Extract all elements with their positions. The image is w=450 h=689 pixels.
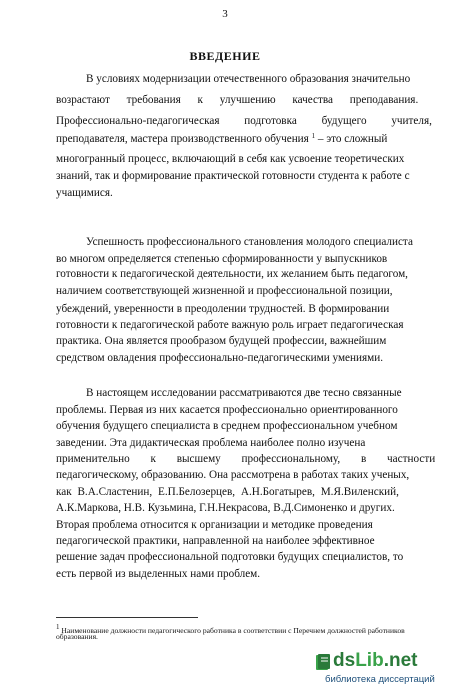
page-heading: ВВЕДЕНИЕ xyxy=(189,49,261,63)
footnote-divider xyxy=(56,617,198,618)
text-line: решение задач профессиональной подготовки будущих специалистов, то xyxy=(56,551,404,563)
text-line: готовности к педагогической деятельности, их желанием быть педагогом, xyxy=(56,268,408,280)
text-line: педагогической практики, направленной на наиболее эффективное xyxy=(56,535,375,547)
logo-part: .net xyxy=(383,650,418,671)
watermark-logo xyxy=(333,650,417,672)
footnote-number: 1 xyxy=(56,623,60,631)
watermark-subtitle: библиотека диссертаций xyxy=(325,674,435,685)
logo-part: Lib xyxy=(355,650,384,671)
logo-part: ds xyxy=(333,650,356,671)
page-number: 3 xyxy=(222,8,228,20)
text-line: В условиях модернизации отечественного образования значительно xyxy=(86,73,411,85)
footnote-line xyxy=(56,622,405,636)
text-line: Успешность профессионального становления молодого специалиста xyxy=(86,236,413,248)
text-line: проблемы. Первая из них касается профессионально ориентированного xyxy=(56,404,398,416)
text-line: заведении. Эта дидактическая проблема наиболее полно изучена xyxy=(56,437,366,449)
footnote-line xyxy=(56,632,98,642)
text-line: педагогическому, образованию. Она рассмотрена в работах таких ученых, xyxy=(56,469,410,481)
text-line: многогранный процесс, включающий в себя как усвоение теоретических xyxy=(56,153,405,165)
text-line: применительно к высшему профессиональному, в частности xyxy=(56,453,436,465)
text-line: практика. Она является прообразом будущей профессии, важнейшим xyxy=(56,335,387,347)
text-line: убеждений, уверенности в преодолении трудностей. В формировании xyxy=(56,303,390,315)
text-line: наличием соответствующей жизненной и профессиональной позиции, xyxy=(56,285,393,297)
book-icon xyxy=(315,653,331,671)
text-line: Вторая проблема относится к организации и методике проведения xyxy=(56,519,373,531)
text-line: возрастают требования к улучшению качества преподавания. xyxy=(56,94,419,106)
text-line: обучения будущего специалиста в среднем профессиональном учебном xyxy=(56,420,398,432)
text-line: есть первой из выделенных нами проблем. xyxy=(56,568,261,580)
watermark[interactable] xyxy=(315,650,450,689)
footnote-text: образования. xyxy=(56,632,98,641)
text-line: во многом определяется степенью сформированности у выпускников xyxy=(56,253,388,265)
text-line: как В.А.Сластенин, Е.П.Белозерцев, А.Н.Богатырев, М.Я.Виленский, xyxy=(56,486,399,498)
text-line: знаний, так и формирование практической готовности студента к работе с xyxy=(56,170,410,182)
text-line xyxy=(56,130,405,146)
text-fragment: преподавателя, мастера производственного обучения xyxy=(56,133,309,145)
text-line: учащимися. xyxy=(56,187,113,199)
text-fragment: – это сложный xyxy=(317,133,388,145)
footnote-text: Наименование должности педагогического работника в соответствии с Перечнем должностей работников xyxy=(61,626,405,635)
text-line: Профессионально-педагогическая подготовка будущего учителя, xyxy=(56,115,432,127)
text-line: А.К.Маркова, Н.В. Кузьмина, Г.Н.Некрасова, В.Д.Симоненко и других. xyxy=(56,502,395,514)
footnote-marker: 1 xyxy=(311,132,316,140)
text-line: средством овладения профессионально-педагогическими умениями. xyxy=(56,352,383,364)
text-line: В настоящем исследовании рассматриваются две тесно связанные xyxy=(86,387,402,399)
text-line: готовности к педагогической работе важную роль играет педагогическая xyxy=(56,319,404,331)
